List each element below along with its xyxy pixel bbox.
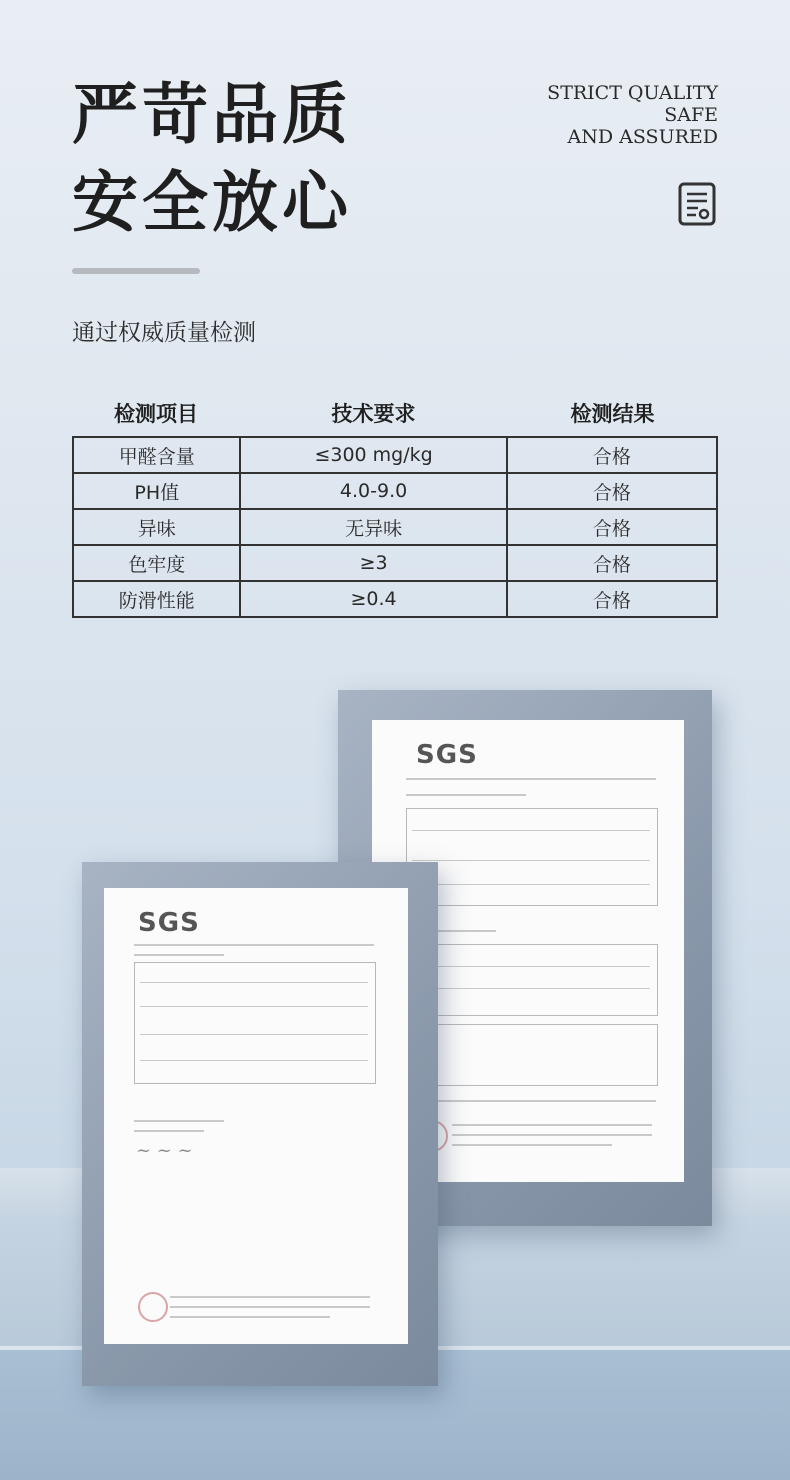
doc-line bbox=[452, 1124, 652, 1126]
cell-item: 色牢度 bbox=[73, 545, 240, 581]
table-row bbox=[73, 581, 717, 617]
doc-line bbox=[170, 1296, 370, 1298]
table-row bbox=[73, 437, 717, 473]
doc-table bbox=[134, 962, 376, 1084]
english-tagline bbox=[547, 82, 718, 148]
certificate-stamp bbox=[138, 1292, 168, 1322]
doc-line bbox=[412, 884, 650, 885]
doc-line bbox=[134, 944, 374, 946]
signature: ~ ~ ~ bbox=[136, 1140, 193, 1161]
doc-line bbox=[140, 1034, 368, 1035]
doc-line bbox=[452, 1134, 652, 1136]
column-header-result: 检测结果 bbox=[570, 402, 655, 426]
column-header-requirement: 技术要求 bbox=[331, 402, 416, 426]
document-icon bbox=[678, 182, 716, 226]
table-row bbox=[73, 473, 717, 509]
doc-table bbox=[406, 1024, 658, 1086]
cell-requirement: ≥3 bbox=[240, 545, 506, 581]
cell-requirement: 4.0-9.0 bbox=[240, 473, 506, 509]
cell-requirement: ≥0.4 bbox=[240, 581, 506, 617]
doc-line bbox=[412, 830, 650, 831]
doc-line bbox=[406, 1100, 656, 1102]
doc-line bbox=[406, 794, 526, 796]
doc-line bbox=[134, 1120, 224, 1122]
cell-requirement: ≤300 mg/kg bbox=[240, 437, 506, 473]
certificate-paper-front bbox=[104, 888, 408, 1344]
doc-line bbox=[140, 1006, 368, 1007]
table-row bbox=[73, 509, 717, 545]
accent-bar bbox=[72, 268, 200, 274]
doc-line bbox=[170, 1306, 370, 1308]
column-header-item: 检测项目 bbox=[114, 402, 198, 426]
doc-line bbox=[140, 1060, 368, 1061]
doc-line bbox=[412, 988, 650, 989]
doc-line bbox=[134, 954, 224, 956]
doc-line bbox=[406, 778, 656, 780]
doc-line bbox=[134, 1130, 204, 1132]
cell-result: 合格 bbox=[507, 509, 717, 545]
doc-table bbox=[406, 944, 658, 1016]
page-title-line-2: 安全放心 bbox=[72, 164, 352, 241]
cell-result: 合格 bbox=[507, 473, 717, 509]
cell-item: 异味 bbox=[73, 509, 240, 545]
table-row bbox=[73, 545, 717, 581]
doc-line bbox=[452, 1144, 612, 1146]
cell-result: 合格 bbox=[507, 545, 717, 581]
sgs-logo-front: SGS bbox=[138, 908, 200, 938]
sgs-logo-back: SGS bbox=[416, 740, 478, 770]
cell-requirement: 无异味 bbox=[240, 509, 506, 545]
cell-result: 合格 bbox=[507, 437, 717, 473]
doc-line bbox=[170, 1316, 330, 1318]
cell-item: 甲醛含量 bbox=[73, 437, 240, 473]
english-tagline-line-1: STRICT QUALITY bbox=[547, 82, 718, 104]
page-title-line-1: 严苛品质 bbox=[72, 76, 352, 153]
english-tagline-line-2: SAFE bbox=[664, 104, 718, 126]
cell-result: 合格 bbox=[507, 581, 717, 617]
test-results-table bbox=[72, 436, 718, 618]
doc-line bbox=[412, 860, 650, 861]
doc-table bbox=[406, 808, 658, 906]
english-tagline-line-3: AND ASSURED bbox=[567, 126, 718, 148]
certificate-frame-front bbox=[82, 862, 438, 1386]
subtitle: 通过权威质量检测 bbox=[72, 320, 256, 346]
doc-line bbox=[140, 982, 368, 983]
table-header bbox=[72, 398, 718, 428]
doc-line bbox=[412, 966, 650, 967]
cell-item: PH值 bbox=[73, 473, 240, 509]
cell-item: 防滑性能 bbox=[73, 581, 240, 617]
